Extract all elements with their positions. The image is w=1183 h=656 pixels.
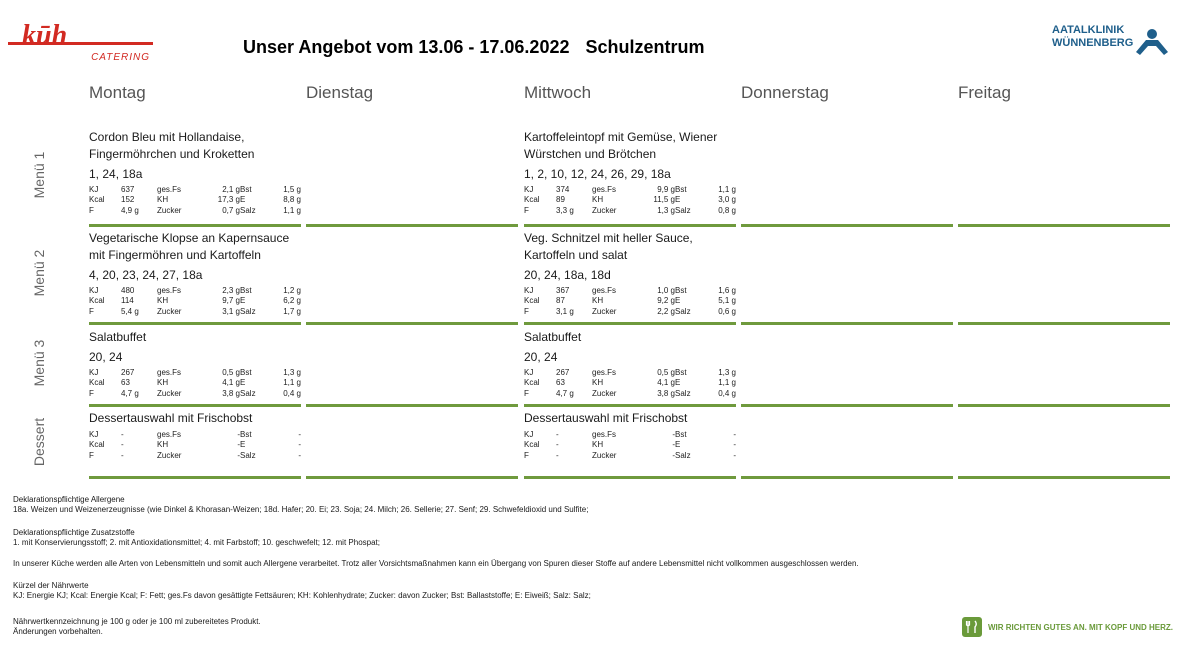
nutrient-value-kcal: 63 <box>121 378 130 388</box>
meal-wednesday-dessert <box>524 410 736 461</box>
nutrient-value-gesfs: 1,0 g <box>657 286 675 295</box>
nutrient-value-f: 5,4 g <box>121 306 139 316</box>
aatalklinik-logo <box>1052 20 1172 60</box>
nutrient-label-salz: Salz <box>240 205 256 215</box>
nutrient-label-kh: KH <box>157 440 169 450</box>
nutrient-label-gesfs: ges.Fs <box>157 430 182 439</box>
nutrient-value-bst: 1,5 g <box>283 185 301 194</box>
nutrient-label-e: E <box>675 195 681 205</box>
nutrient-value-kj: 637 <box>121 185 135 194</box>
allergen-legend-title: Deklarationspflichtige Allergene <box>13 495 125 504</box>
meal-allergen-codes: 1, 24, 18a <box>89 167 143 181</box>
nutrient-label-kj: KJ <box>524 430 534 439</box>
nutrient-value-bst: - <box>733 430 736 439</box>
nutrient-label-zucker: Zucker <box>157 388 182 398</box>
nutrient-value-zucker: - <box>237 450 240 460</box>
nutrition-table <box>89 286 301 317</box>
nutrient-value-e: 1,1 g <box>718 378 736 388</box>
slogan-text: WIR RICHTEN GUTES AN. MIT KOPF UND HERZ. <box>988 622 1174 632</box>
nutrient-value-zucker: 3,1 g <box>222 306 240 316</box>
nutrient-label-f: F <box>524 205 529 215</box>
brand-text: kūh <box>22 22 68 51</box>
portion-note: Nährwertkennzeichnung je 100 g oder je 100 ml zubereitetes Produkt. <box>13 617 261 626</box>
day-header-wednesday: Mittwoch <box>524 83 592 102</box>
meal-name: Cordon Bleu mit Hollandaise, Fingermöhrchen und Kroketten <box>89 130 255 161</box>
separator-row4-col4 <box>741 476 953 479</box>
nutrition-table <box>524 368 736 399</box>
nutrient-label-zucker: Zucker <box>592 306 617 316</box>
nutrition-table <box>524 286 736 317</box>
separator-row4-col3 <box>524 476 736 479</box>
meal-allergen-codes: 20, 24 <box>89 350 123 364</box>
meal-name: Dessertauswahl mit Frischobst <box>524 411 688 425</box>
nutrient-label-salz: Salz <box>675 205 691 215</box>
nutrient-value-kj: 267 <box>121 368 135 377</box>
separator-row1-col4 <box>741 224 953 227</box>
nutrient-label-kcal: Kcal <box>524 440 540 450</box>
nutrient-label-zucker: Zucker <box>157 450 182 460</box>
row-label-dessert: Dessert <box>31 417 47 467</box>
meal-monday-menu-3 <box>89 329 301 399</box>
row-label-menu-2: Menü 2 <box>31 249 47 297</box>
nutrient-value-gesfs: 0,5 g <box>657 368 675 377</box>
nutrient-label-kcal: Kcal <box>89 378 105 388</box>
meal-monday-menu-1 <box>89 129 301 216</box>
nutrient-value-gesfs: - <box>672 430 675 439</box>
nutrient-value-salz: 0,8 g <box>718 205 736 215</box>
nutrient-value-e: - <box>733 440 736 450</box>
nutrient-label-kcal: Kcal <box>524 195 540 205</box>
meal-name: Salatbuffet <box>524 330 582 344</box>
nutrient-value-zucker: - <box>672 450 675 460</box>
nutrient-label-gesfs: ges.Fs <box>592 430 617 439</box>
nutrient-value-salz: 0,4 g <box>718 388 736 398</box>
additive-legend-text: 1. mit Konservierungsstoff; 2. mit Antioxidationsmittel; 4. mit Farbstoff; 10. geschwefelt; 12. mit Phospat; <box>13 538 380 547</box>
nutrient-label-e: E <box>240 195 246 205</box>
nutrient-label-salz: Salz <box>240 388 256 398</box>
nutrient-value-salz: 0,4 g <box>283 388 301 398</box>
day-header-monday: Montag <box>89 83 146 102</box>
nutrient-value-kh: 9,7 g <box>222 296 240 306</box>
nutrient-value-kh: 11,5 g <box>653 195 675 205</box>
separator-row2-col5 <box>958 322 1170 325</box>
nutrition-table <box>524 430 736 461</box>
meal-name: Salatbuffet <box>89 330 147 344</box>
separator-row3-col4 <box>741 404 953 407</box>
nutrient-label-salz: Salz <box>675 388 691 398</box>
nutrient-value-kj: 367 <box>556 286 570 295</box>
meal-allergen-codes: 20, 24 <box>524 350 558 364</box>
nutrient-label-bst: Bst <box>240 185 252 194</box>
nutrient-value-f: 4,7 g <box>556 388 574 398</box>
nutrition-table <box>89 368 301 399</box>
nutrient-label-gesfs: ges.Fs <box>157 185 182 194</box>
nutrient-value-kcal: 63 <box>556 378 565 388</box>
nutrient-value-gesfs: 9,9 g <box>657 185 675 194</box>
meal-monday-menu-2 <box>89 230 301 317</box>
nutrient-value-gesfs: 2,1 g <box>222 185 240 194</box>
offer-period: Unser Angebot vom 13.06 - 17.06.2022 <box>243 37 570 57</box>
nutrient-value-kcal: - <box>556 440 559 450</box>
nutrient-label-zucker: Zucker <box>157 306 182 316</box>
separator-row3-col2 <box>306 404 518 407</box>
clinic-figure-icon <box>1132 26 1170 58</box>
nutrient-label-bst: Bst <box>675 286 687 295</box>
nutrient-value-f: 3,1 g <box>556 306 574 316</box>
clinic-name-line2: WÜNNENBERG <box>1052 37 1134 49</box>
nutrient-label-gesfs: ges.Fs <box>157 286 182 295</box>
nutrient-label-zucker: Zucker <box>592 450 617 460</box>
nutrient-value-kj: 267 <box>556 368 570 377</box>
meal-name: Veg. Schnitzel mit heller Sauce, Kartoffeln und salat <box>524 231 693 262</box>
nutrient-label-kcal: Kcal <box>524 296 540 306</box>
nutrient-label-kj: KJ <box>524 185 534 194</box>
nutrient-label-gesfs: ges.Fs <box>592 286 617 295</box>
nutrient-value-bst: 1,6 g <box>718 286 736 295</box>
meal-name: Dessertauswahl mit Frischobst <box>89 411 253 425</box>
nutrient-value-zucker: 0,7 g <box>222 205 240 215</box>
nutrient-label-kcal: Kcal <box>524 378 540 388</box>
day-header-friday: Freitag <box>958 83 1011 102</box>
additive-legend-title: Deklarationspflichtige Zusatzstoffe <box>13 528 135 537</box>
nutrient-label-e: E <box>240 440 246 450</box>
nutrient-value-f: - <box>121 450 124 460</box>
nutrient-label-salz: Salz <box>675 450 691 460</box>
nutrient-label-bst: Bst <box>240 286 252 295</box>
nutrient-label-kh: KH <box>592 195 604 205</box>
nutrient-label-kh: KH <box>157 296 169 306</box>
nutrient-value-e: 5,1 g <box>718 296 736 306</box>
separator-row2-col2 <box>306 322 518 325</box>
meal-wednesday-menu-1 <box>524 129 736 216</box>
nutrient-label-f: F <box>89 388 94 398</box>
nutrient-value-bst: 1,2 g <box>283 286 301 295</box>
separator-row1-col2 <box>306 224 518 227</box>
nutrient-value-e: 8,8 g <box>283 195 301 205</box>
day-header-tuesday: Dienstag <box>306 83 374 102</box>
nutrient-label-salz: Salz <box>240 306 256 316</box>
nutrient-label-f: F <box>524 450 529 460</box>
meal-wednesday-menu-3 <box>524 329 736 399</box>
separator-row2-col3 <box>524 322 736 325</box>
nutrient-label-bst: Bst <box>675 430 687 439</box>
separator-row3-col3 <box>524 404 736 407</box>
nutrient-label-kh: KH <box>592 296 604 306</box>
nutrient-label-salz: Salz <box>240 450 256 460</box>
nutrition-table <box>524 185 736 216</box>
nutrient-value-f: 4,7 g <box>121 388 139 398</box>
nutrient-value-f: - <box>556 450 559 460</box>
nutrient-value-salz: 0,6 g <box>718 306 736 316</box>
cutlery-icon <box>962 617 982 637</box>
row-label-menu-1: Menü 1 <box>31 151 47 199</box>
nutrient-value-zucker: 2,2 g <box>657 306 675 316</box>
nutrient-label-gesfs: ges.Fs <box>157 368 182 377</box>
separator-row3-col5 <box>958 404 1170 407</box>
nutrient-value-kh: 4,1 g <box>222 378 240 388</box>
nutrient-label-kcal: Kcal <box>89 195 105 205</box>
nutrient-value-kcal: - <box>121 440 124 450</box>
nutrient-abbrev-text: KJ: Energie KJ; Kcal: Energie Kcal; F: Fett; ges.Fs davon gesättigte Fettsäuren; KH: Kohlenhydrate; Zucker: davon Zucker; Bst: Ballaststoffe; E: Eiweiß; Salz: Salz; <box>13 591 591 600</box>
nutrient-label-bst: Bst <box>240 430 252 439</box>
nutrient-value-kh: 4,1 g <box>657 378 675 388</box>
nutrient-value-f: 4,9 g <box>121 205 139 215</box>
nutrient-value-bst: - <box>298 430 301 439</box>
separator-row1-col5 <box>958 224 1170 227</box>
clinic-name-line1: AATALKLINIK <box>1052 24 1125 36</box>
nutrient-label-f: F <box>89 450 94 460</box>
nutrient-value-kh: - <box>237 440 240 450</box>
meal-allergen-codes: 1, 2, 10, 12, 24, 26, 29, 18a <box>524 167 671 181</box>
meal-name: Vegetarische Klopse an Kapernsauce mit Fingermöhren und Kartoffeln <box>89 231 290 262</box>
nutrient-label-bst: Bst <box>675 185 687 194</box>
kueh-wordmark <box>8 22 158 52</box>
nutrient-value-kcal: 87 <box>556 296 565 306</box>
nutrient-label-zucker: Zucker <box>592 205 617 215</box>
separator-row1-col3 <box>524 224 736 227</box>
nutrient-value-gesfs: - <box>237 430 240 439</box>
meal-allergen-codes: 20, 24, 18a, 18d <box>524 268 611 282</box>
nutrient-value-gesfs: 0,5 g <box>222 368 240 377</box>
nutrient-label-kh: KH <box>157 195 169 205</box>
nutrient-value-kh: 17,3 g <box>217 195 240 205</box>
location-name: Schulzentrum <box>585 37 705 57</box>
kueh-catering-logo <box>8 22 158 64</box>
nutrient-label-kj: KJ <box>89 430 99 439</box>
nutrient-label-kh: KH <box>592 440 604 450</box>
nutrient-value-kh: 9,2 g <box>657 296 675 306</box>
nutrient-value-salz: - <box>298 450 301 460</box>
meal-monday-dessert <box>89 410 301 461</box>
nutrient-label-gesfs: ges.Fs <box>592 185 617 194</box>
nutrient-value-kcal: 89 <box>556 195 565 205</box>
nutrient-value-gesfs: 2,3 g <box>222 286 240 295</box>
nutrient-label-gesfs: ges.Fs <box>592 368 617 377</box>
nutrient-label-kj: KJ <box>89 286 99 295</box>
nutrient-value-bst: 1,3 g <box>718 368 736 377</box>
nutrient-value-salz: 1,1 g <box>283 205 301 215</box>
nutrient-label-bst: Bst <box>240 368 252 377</box>
allergen-legend-text: 18a. Weizen und Weizenerzeugnisse (wie Dinkel & Khorasan-Weizen; 18d. Hafer; 20. Ei; 23. Soja; 24. Milch; 26. Sellerie; 27. Senf; 29. Schwefeldioxid und Sulfite; <box>13 505 589 514</box>
separator-row2-col1 <box>89 322 301 325</box>
nutrient-value-f: 3,3 g <box>556 205 574 215</box>
nutrient-value-e: - <box>298 440 301 450</box>
nutrient-label-zucker: Zucker <box>157 205 182 215</box>
nutrient-label-e: E <box>675 296 681 306</box>
clinic-name <box>1052 24 1133 50</box>
nutrient-label-e: E <box>675 378 681 388</box>
meal-allergen-codes: 4, 20, 23, 24, 27, 18a <box>89 268 203 282</box>
nutrient-label-f: F <box>89 205 94 215</box>
page-title <box>243 37 705 58</box>
nutrient-value-zucker: 3,8 g <box>222 388 240 398</box>
nutrient-label-kj: KJ <box>89 185 99 194</box>
nutrient-label-kh: KH <box>157 378 169 388</box>
nutrient-label-f: F <box>524 388 529 398</box>
nutrient-label-kcal: Kcal <box>89 440 105 450</box>
separator-row1-col1 <box>89 224 301 227</box>
nutrient-label-f: F <box>89 306 94 316</box>
separator-row2-col4 <box>741 322 953 325</box>
nutrient-value-salz: 1,7 g <box>283 306 301 316</box>
separator-row4-col5 <box>958 476 1170 479</box>
nutrient-value-e: 1,1 g <box>283 378 301 388</box>
nutrient-value-kj: 480 <box>121 286 135 295</box>
slogan <box>962 617 1173 637</box>
nutrient-value-kh: - <box>672 440 675 450</box>
nutrient-abbrev-title: Kürzel der Nährwerte <box>13 581 89 590</box>
nutrition-table <box>89 185 301 216</box>
nutrient-value-kj: - <box>121 430 124 439</box>
nutrient-label-salz: Salz <box>675 306 691 316</box>
nutrient-value-kj: 374 <box>556 185 570 194</box>
nutrient-label-kh: KH <box>592 378 604 388</box>
day-header-thursday: Donnerstag <box>741 83 829 102</box>
nutrient-value-zucker: 3,8 g <box>657 388 675 398</box>
nutrient-value-bst: 1,3 g <box>283 368 301 377</box>
nutrient-label-zucker: Zucker <box>592 388 617 398</box>
nutrient-value-e: 6,2 g <box>283 296 301 306</box>
meal-wednesday-menu-2 <box>524 230 736 317</box>
separator-row4-col2 <box>306 476 518 479</box>
nutrient-label-kj: KJ <box>524 368 534 377</box>
brand-subtitle: CATERING <box>91 52 150 63</box>
nutrient-label-e: E <box>240 378 246 388</box>
kitchen-disclaimer: In unserer Küche werden alle Arten von Lebensmitteln und somit auch Allergene verarbeitet. Trotz aller Vorsichtsmaßnahmen kann ein Übergang von Spuren dieser Stoffe auf andere Lebensmittel nicht vollkommen ausgeschlossen werden. <box>13 559 859 568</box>
separator-row3-col1 <box>89 404 301 407</box>
meal-name: Kartoffeleintopf mit Gemüse, Wiener Würstchen und Brötchen <box>524 130 718 161</box>
nutrient-label-kcal: Kcal <box>89 296 105 306</box>
changes-note: Änderungen vorbehalten. <box>13 627 103 636</box>
nutrient-label-e: E <box>240 296 246 306</box>
nutrient-value-e: 3,0 g <box>718 195 736 205</box>
separator-row4-col1 <box>89 476 301 479</box>
nutrient-label-bst: Bst <box>675 368 687 377</box>
nutrient-label-kj: KJ <box>89 368 99 377</box>
nutrient-value-salz: - <box>733 450 736 460</box>
nutrient-label-f: F <box>524 306 529 316</box>
nutrient-label-kj: KJ <box>524 286 534 295</box>
nutrient-label-e: E <box>675 440 681 450</box>
nutrient-value-kcal: 152 <box>121 195 135 205</box>
nutrition-table <box>89 430 301 461</box>
nutrient-value-zucker: 1,3 g <box>657 205 675 215</box>
nutrient-value-kcal: 114 <box>121 296 134 306</box>
nutrient-value-bst: 1,1 g <box>718 185 736 194</box>
nutrient-value-kj: - <box>556 430 559 439</box>
row-label-menu-3: Menü 3 <box>31 339 47 387</box>
